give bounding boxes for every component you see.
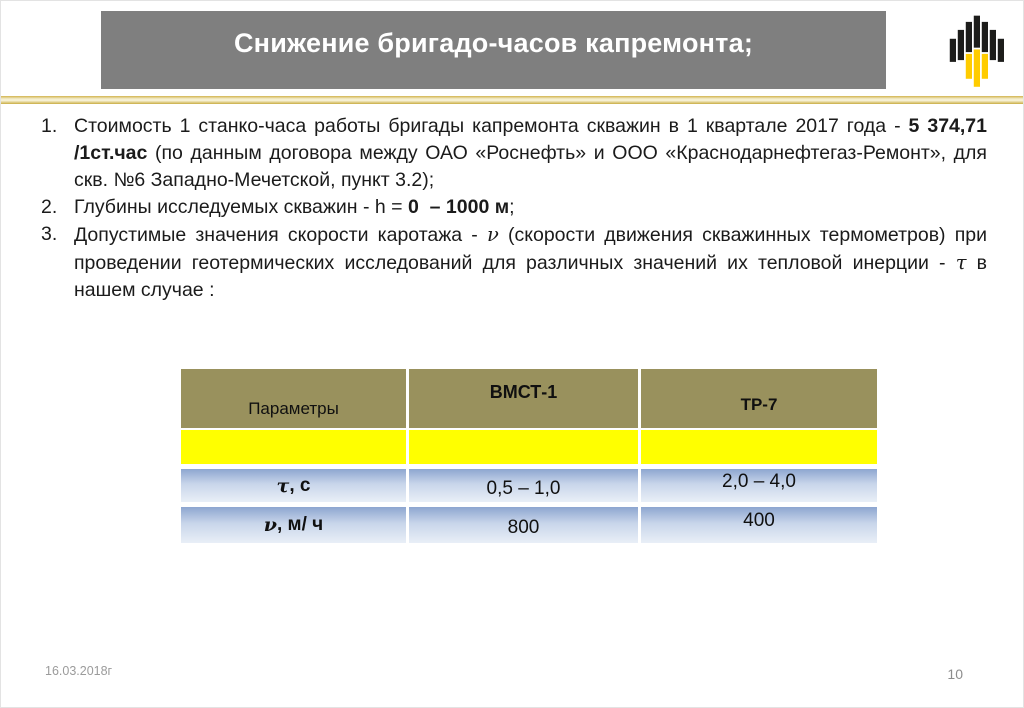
value-cell-nu-vmst1: 800 bbox=[409, 507, 638, 543]
text-segment: в нашем случае : bbox=[74, 252, 987, 301]
text-segment: Стоимость 1 станко-часа работы бригады капремонта скважин в 1 квартале 2017 года - bbox=[74, 115, 909, 137]
gold-divider-line bbox=[1, 96, 1024, 104]
value-cell-tau-tr7: 2,0 – 4,0 bbox=[641, 469, 877, 502]
list-item-3 bbox=[41, 221, 987, 304]
list-item-text bbox=[74, 113, 993, 194]
page-number: 10 bbox=[947, 666, 963, 682]
value-cell-tau-vmst1: 0,5 – 1,0 bbox=[409, 469, 638, 502]
param-unit: , м/ ч bbox=[276, 514, 324, 535]
list-item-text bbox=[74, 194, 987, 221]
header-cell-tr7: ТР-7 bbox=[641, 369, 877, 428]
param-cell-tau bbox=[181, 469, 406, 502]
param-unit: , с bbox=[289, 474, 311, 496]
table-row-tau bbox=[181, 469, 877, 502]
greek-tau-symbol: τ bbox=[276, 474, 290, 497]
text-segment: (по данным договора между ОАО «Роснефть» и ООО «Краснодарнефтегаз-Ремонт», для скв. №6 Западно-Мечетской, пункт 3.2); bbox=[74, 142, 987, 191]
rosneft-logo bbox=[948, 12, 1012, 94]
header-cell-parameters: Параметры bbox=[181, 369, 406, 428]
list-number: 1. bbox=[41, 115, 58, 137]
param-cell-nu bbox=[181, 507, 406, 543]
highlight-cell-empty bbox=[641, 430, 877, 464]
list-number: 3. bbox=[41, 223, 58, 245]
text-segment: (скорости движения скважинных термометров) при проведении геотермических исследований для различных значений их тепловой инерции - bbox=[74, 224, 987, 274]
bold-depth-range: 0 – 1000 м bbox=[407, 196, 510, 218]
highlight-cell-empty bbox=[409, 430, 638, 464]
table-header-row bbox=[181, 369, 877, 428]
slide-title: Снижение бригадо-часов капремонта; bbox=[233, 28, 754, 58]
body-text bbox=[41, 113, 993, 304]
rosneft-logo-icon bbox=[948, 12, 1012, 94]
greek-nu-symbol: ν bbox=[263, 514, 277, 536]
value-cell-nu-tr7: 400 bbox=[641, 507, 877, 543]
list-item-1 bbox=[41, 113, 993, 194]
bold-cost-value: 5 374,71 /1ст.час bbox=[74, 115, 993, 164]
parameters-table bbox=[181, 369, 877, 548]
table-highlight-row bbox=[181, 430, 877, 464]
header-cell-vmst1: ВМСТ-1 bbox=[409, 369, 638, 428]
list-number: 2. bbox=[41, 196, 58, 218]
text-segment: Допустимые значения скорости каротажа - bbox=[74, 224, 487, 246]
greek-nu-symbol: ν bbox=[486, 223, 499, 246]
text-segment: ; bbox=[509, 196, 515, 218]
list-item-2 bbox=[41, 194, 987, 221]
table-row-nu bbox=[181, 507, 877, 543]
title-bar bbox=[101, 11, 886, 89]
text-segment: Глубины исследуемых скважин - h = bbox=[74, 196, 408, 218]
highlight-cell-empty bbox=[181, 430, 406, 464]
greek-tau-symbol: τ bbox=[955, 251, 967, 274]
list-item-text bbox=[74, 221, 987, 304]
footer-date: 16.03.2018г bbox=[45, 664, 113, 678]
